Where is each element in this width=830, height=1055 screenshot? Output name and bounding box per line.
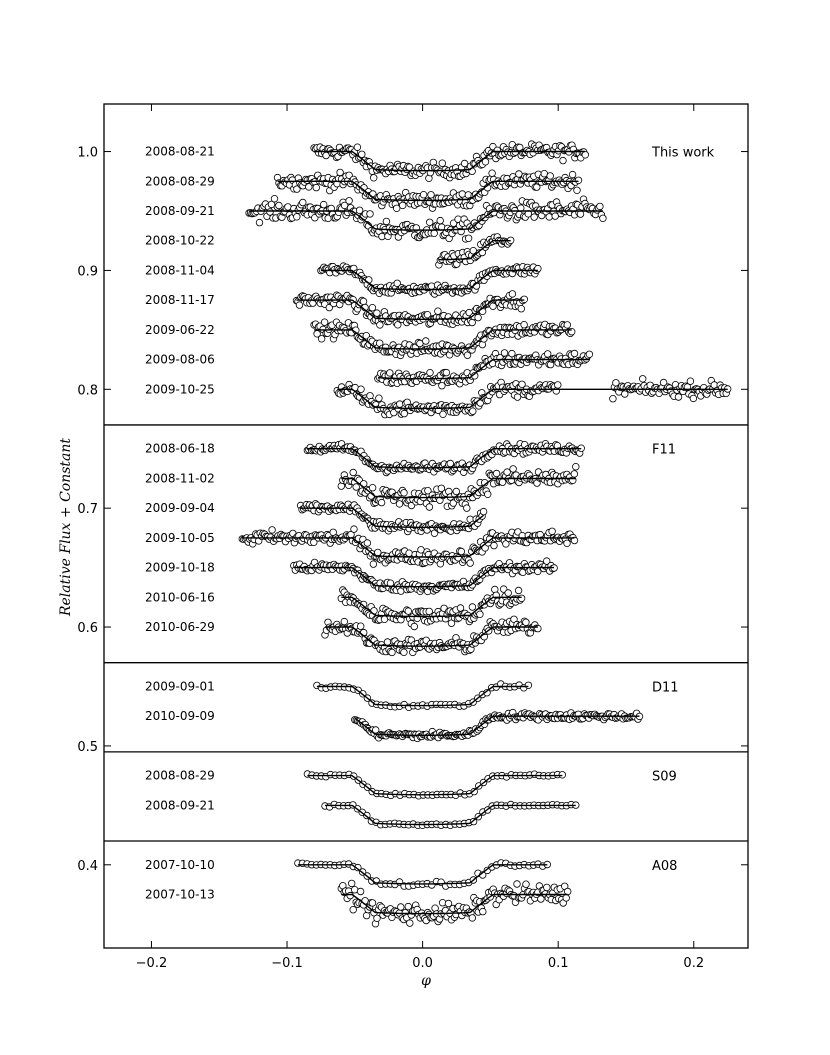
data-point [357,888,364,895]
data-point [469,319,476,326]
series-label: 2008-11-04 [145,263,215,278]
series-label: 2008-11-17 [145,293,215,308]
data-point [464,505,471,512]
data-point [523,619,530,626]
data-point [354,144,361,151]
y-axis-title: Relative Flux + Constant [58,437,74,617]
data-point [469,915,476,922]
series-label: 2008-08-21 [145,144,215,159]
x-tick-label: −0.2 [135,956,168,971]
y-tick-label: 0.6 [77,621,98,637]
data-point [321,319,328,326]
data-point [437,217,444,224]
data-point [501,350,508,357]
data-point [465,235,472,242]
data-point [294,214,301,221]
data-point [375,549,382,556]
data-point [276,202,283,209]
data-point [457,605,464,612]
data-point [370,175,377,182]
data-point [555,382,562,389]
data-point [523,881,530,888]
data-point [610,395,617,402]
data-point [569,171,576,178]
x-tick-label: −0.1 [271,956,303,971]
data-point [563,895,570,902]
data-point [480,508,487,515]
data-point [389,649,396,656]
data-point [467,560,474,567]
x-tick-label: 0.1 [547,956,569,971]
series-label: 2009-10-05 [145,530,215,545]
data-point [549,528,556,535]
data-point [271,195,278,202]
series-label: 2009-09-04 [145,501,215,516]
series-label: 2008-08-29 [145,174,215,189]
data-point [411,623,418,630]
data-point [384,639,391,646]
data-point [514,881,521,888]
series-label: 2008-08-29 [145,768,215,783]
y-tick-label: 0.8 [77,383,98,399]
data-point [439,382,446,389]
data-point [510,466,517,473]
data-point [393,205,400,212]
data-point [544,884,551,891]
data-layer [239,141,731,927]
series-2010-09-09-points [352,709,643,741]
data-point [553,388,560,395]
data-point [493,470,500,477]
series-label: 2009-10-25 [145,382,215,397]
panel-label: D11 [652,680,679,696]
data-point [491,542,498,549]
data-point [356,207,363,214]
y-tick-label: 1.0 [77,145,98,161]
series-label: 2010-06-29 [145,620,215,634]
data-point [470,408,477,415]
data-point [351,526,358,533]
data-point [443,369,450,376]
panel-label: A08 [652,858,678,874]
panel-label: This work [652,145,715,161]
data-point [547,173,554,180]
panel-label: S09 [652,769,677,785]
data-point [577,211,584,218]
data-point [427,369,434,376]
data-point [370,561,377,568]
series-2008-11-04-points [318,263,542,298]
data-point [296,302,303,309]
data-point [346,198,353,205]
series-label: 2008-09-21 [145,798,215,813]
data-point [475,314,482,321]
data-point [376,395,383,402]
data-point [559,772,566,779]
data-point [401,649,408,656]
data-point [420,191,427,198]
data-point [337,169,344,176]
series-label: 2009-10-18 [145,560,215,575]
data-point [387,370,394,377]
data-point [363,912,370,919]
data-point [358,386,365,393]
data-point [423,338,430,345]
data-point [353,484,360,491]
data-point [535,625,542,632]
data-point [571,471,578,478]
data-point [350,469,357,476]
y-tick-label: 0.5 [77,739,98,755]
data-point [477,611,484,618]
data-point [509,350,516,357]
data-point [313,184,320,191]
series-label: 2010-06-16 [145,590,215,605]
series-label: 2008-06-18 [145,441,215,456]
data-point [525,682,532,689]
data-point [453,488,460,495]
data-point [490,303,497,310]
data-point [515,587,522,594]
data-point [514,394,521,401]
data-point [582,152,589,159]
data-point [428,192,435,199]
data-point [364,540,371,547]
data-point [341,618,348,625]
data-point [509,291,516,298]
data-point [431,230,438,237]
data-point [374,310,381,317]
data-point [440,411,447,418]
series-label: 2008-09-21 [145,204,215,218]
data-point [318,336,325,343]
data-point [575,177,582,184]
data-point [571,350,578,357]
x-tick-label: 0.2 [683,956,705,971]
data-point [518,595,525,602]
y-tick-label: 0.4 [77,858,98,874]
data-point [300,199,307,206]
series-2008-06-18-points [304,440,584,475]
data-point [518,305,525,312]
data-point [573,463,580,470]
data-point [426,504,433,511]
series-label: 2010-09-09 [145,709,215,724]
data-point [459,191,466,198]
series-label: 2007-10-13 [145,887,215,902]
series-label: 2009-09-01 [145,679,215,694]
data-point [469,168,476,175]
data-point [369,484,376,491]
series-label: 2007-10-10 [145,857,215,872]
data-point [504,469,511,476]
data-point [600,215,607,222]
data-point [687,378,694,385]
data-point [505,590,512,597]
data-point [406,550,413,557]
data-point [383,218,390,225]
y-tick-label: 0.7 [77,502,98,518]
data-point [397,401,404,408]
data-point [377,322,384,329]
series-label: 2009-06-22 [145,322,215,337]
data-point [675,394,682,401]
panel-label: F11 [652,442,677,458]
data-point [396,501,403,508]
data-point [348,880,355,887]
data-point [378,499,385,506]
series-label: 2008-10-22 [145,233,215,248]
data-point [521,296,528,303]
data-point [564,322,571,329]
data-point [546,214,553,221]
data-point [531,214,538,221]
data-point [586,351,593,358]
series-label: 2008-11-02 [145,471,215,486]
data-point [484,491,491,498]
series-2007-10-10-points [295,860,551,890]
data-point [360,298,367,305]
data-point [367,211,374,218]
data-point [458,548,465,555]
series-2009-09-04-points [297,501,487,537]
data-point [489,170,496,177]
data-point [350,906,357,913]
data-point [480,908,487,915]
data-point [401,490,408,497]
data-point [374,915,381,922]
data-point [256,219,263,226]
data-point [439,160,446,167]
data-point [405,608,412,615]
data-point [639,376,646,383]
data-point [269,527,276,534]
data-point [521,321,528,328]
data-point [398,904,405,911]
data-point [597,203,604,210]
series-label: 2009-08-06 [145,352,215,367]
y-tick-label: 0.9 [77,264,98,280]
data-point [690,395,697,402]
data-point [407,920,414,927]
data-point [320,201,327,208]
data-point [285,204,292,211]
data-point [469,604,476,611]
x-tick-label: 0.0 [412,956,433,971]
data-point [369,304,376,311]
x-axis-title: φ [421,973,431,989]
data-point [369,900,376,907]
data-point [574,187,581,194]
data-point [357,623,364,630]
data-point [560,157,567,164]
